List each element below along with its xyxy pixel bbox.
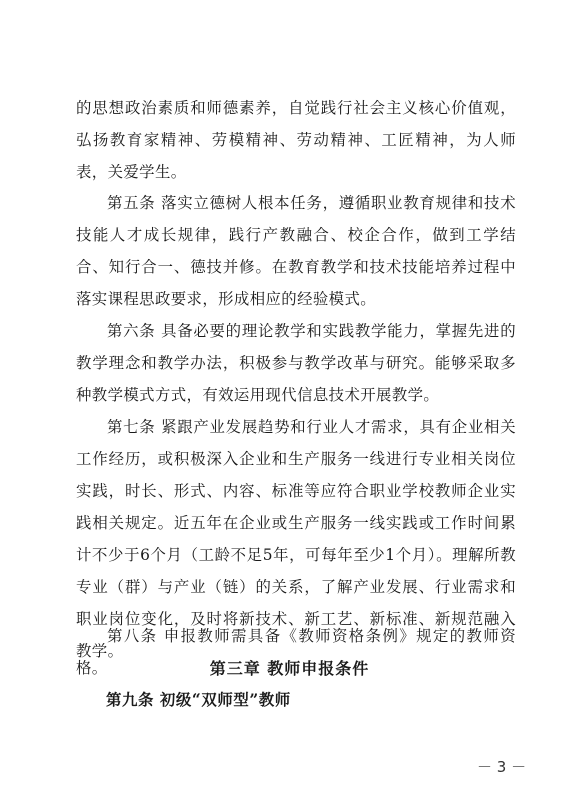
chapter-title: 第三章 教师申报条件 xyxy=(209,659,370,678)
page-number: － 3 － xyxy=(477,758,527,776)
article-6-paragraph: 第六条 具备必要的理论教学和实践教学能力，掌握先进的教学理念和教学办法，积极参与教学改革与研究。能够采取多种教学模式方式，有效运用现代信息技术开展教学。 xyxy=(76,322,516,404)
article-7-paragraph: 第七条 紧跟产业发展趋势和行业人才需求，具有企业相关工作经历，或积极深入企业和生产服务一线进行专业相关岗位实践，时长、形式、内容、标准等应符合职业学校教师企业实践相关规定。近五年在企业或生产服务一线实践或工作时间累计不少于6个月（工龄不足5年，可每年至少1个月）。理解所教专业（群）与产业（链）的关系，了解产业发展、行业需求和职业岗位变化，及时将新技术、新工艺、新标准、新规范融入教学。 xyxy=(76,418,516,660)
article-5-paragraph: 第五条 落实立德树人根本任务，遵循职业教育规律和技术技能人才成长规律，践行产教融合、校企合作，做到工学结合、知行合一、德技并修。在教育教学和技术技能培养过程中落实课程思政要求，形成相应的经验模式。 xyxy=(76,194,516,308)
article-9-heading: 第九条 初级“双师型”教师 xyxy=(106,691,291,709)
article-8-paragraph: 第八条 申报教师需具备《教师资格条例》规定的教师资格。 xyxy=(76,627,516,677)
paragraph-continued: 的思想政治素质和师德素养，自觉践行社会主义核心价值观，弘扬教育家精神、劳模精神、劳动精神、工匠精神，为人师表，关爱学生。 xyxy=(76,99,516,181)
